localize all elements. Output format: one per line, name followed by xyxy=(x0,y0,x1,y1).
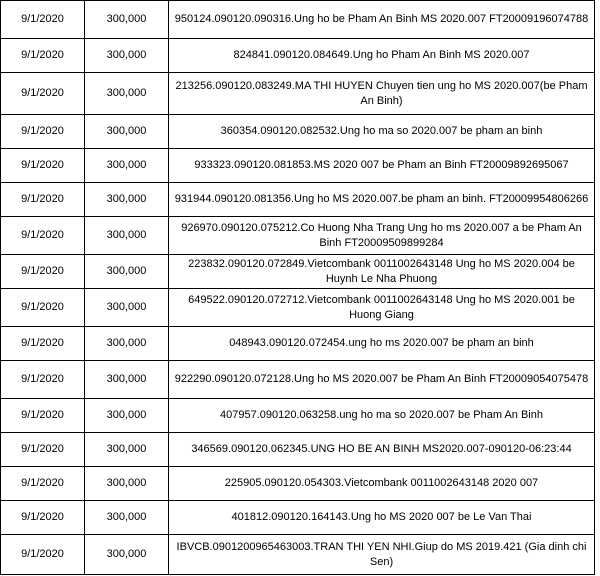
description-cell: 048943.090120.072454.ung ho ms 2020.007 be pham an binh xyxy=(169,327,595,361)
date-cell: 9/1/2020 xyxy=(1,433,85,467)
table-row xyxy=(1,327,595,361)
description-cell: 407957.090120.063258.ung ho ma so 2020.007 be Pham An Binh xyxy=(169,399,595,433)
amount-cell: 300,000 xyxy=(85,289,169,327)
date-cell: 9/1/2020 xyxy=(1,73,85,115)
description-cell: 824841.090120.084649.Ung ho Pham An Binh MS 2020.007 xyxy=(169,39,595,73)
table-row xyxy=(1,255,595,289)
transactions-body xyxy=(1,1,595,575)
table-row xyxy=(1,361,595,399)
date-cell: 9/1/2020 xyxy=(1,115,85,149)
description-cell: 360354.090120.082532.Ung ho ma so 2020.007 be pham an binh xyxy=(169,115,595,149)
amount-cell: 300,000 xyxy=(85,73,169,115)
table-row xyxy=(1,289,595,327)
description-cell: 223832.090120.072849.Vietcombank 0011002643148 Ung ho MS 2020.004 be Huynh Le Nha Phuong xyxy=(169,255,595,289)
date-cell: 9/1/2020 xyxy=(1,183,85,217)
table-row xyxy=(1,467,595,501)
amount-cell: 300,000 xyxy=(85,535,169,575)
description-cell: 213256.090120.083249.MA THI HUYEN Chuyen tien ung ho MS 2020.007(be Pham An Binh) xyxy=(169,73,595,115)
description-cell: 225905.090120.054303.Vietcombank 0011002643148 2020 007 xyxy=(169,467,595,501)
amount-cell: 300,000 xyxy=(85,217,169,255)
date-cell: 9/1/2020 xyxy=(1,289,85,327)
table-row xyxy=(1,501,595,535)
amount-cell: 300,000 xyxy=(85,433,169,467)
table-row xyxy=(1,217,595,255)
table-row xyxy=(1,149,595,183)
date-cell: 9/1/2020 xyxy=(1,467,85,501)
table-row xyxy=(1,1,595,39)
description-cell: 950124.090120.090316.Ung ho be Pham An Binh MS 2020.007 FT20009196074788 xyxy=(169,1,595,39)
amount-cell: 300,000 xyxy=(85,149,169,183)
date-cell: 9/1/2020 xyxy=(1,149,85,183)
table-row xyxy=(1,433,595,467)
description-cell: 401812.090120.164143.Ung ho MS 2020 007 be Le Van Thai xyxy=(169,501,595,535)
amount-cell: 300,000 xyxy=(85,327,169,361)
amount-cell: 300,000 xyxy=(85,399,169,433)
amount-cell: 300,000 xyxy=(85,501,169,535)
table-row xyxy=(1,115,595,149)
table-row xyxy=(1,535,595,575)
description-cell: 931944.090120.081356.Ung ho MS 2020.007.be pham an binh. FT20009954806266 xyxy=(169,183,595,217)
amount-cell: 300,000 xyxy=(85,115,169,149)
table-row xyxy=(1,73,595,115)
amount-cell: 300,000 xyxy=(85,255,169,289)
amount-cell: 300,000 xyxy=(85,183,169,217)
date-cell: 9/1/2020 xyxy=(1,399,85,433)
amount-cell: 300,000 xyxy=(85,361,169,399)
description-cell: 926970.090120.075212.Co Huong Nha Trang Ung ho ms 2020.007 a be Pham An Binh FT20009509899284 xyxy=(169,217,595,255)
description-cell: 922290.090120.072128.Ung ho MS 2020.007 be Pham An Binh FT20009054075478 xyxy=(169,361,595,399)
amount-cell: 300,000 xyxy=(85,467,169,501)
table-row xyxy=(1,183,595,217)
description-cell: IBVCB.0901200965463003.TRAN THI YEN NHI.Giup do MS 2019.421 (Gia dinh chi Sen) xyxy=(169,535,595,575)
date-cell: 9/1/2020 xyxy=(1,361,85,399)
date-cell: 9/1/2020 xyxy=(1,255,85,289)
date-cell: 9/1/2020 xyxy=(1,1,85,39)
date-cell: 9/1/2020 xyxy=(1,535,85,575)
date-cell: 9/1/2020 xyxy=(1,501,85,535)
date-cell: 9/1/2020 xyxy=(1,327,85,361)
amount-cell: 300,000 xyxy=(85,39,169,73)
date-cell: 9/1/2020 xyxy=(1,39,85,73)
description-cell: 933323.090120.081853.MS 2020 007 be Pham an Binh FT20009892695067 xyxy=(169,149,595,183)
description-cell: 346569.090120.062345.UNG HO BE AN BINH MS2020.007-090120-06:23:44 xyxy=(169,433,595,467)
date-cell: 9/1/2020 xyxy=(1,217,85,255)
table-row xyxy=(1,399,595,433)
amount-cell: 300,000 xyxy=(85,1,169,39)
table-row xyxy=(1,39,595,73)
description-cell: 649522.090120.072712.Vietcombank 0011002643148 Ung ho MS 2020.001 be Huong Giang xyxy=(169,289,595,327)
